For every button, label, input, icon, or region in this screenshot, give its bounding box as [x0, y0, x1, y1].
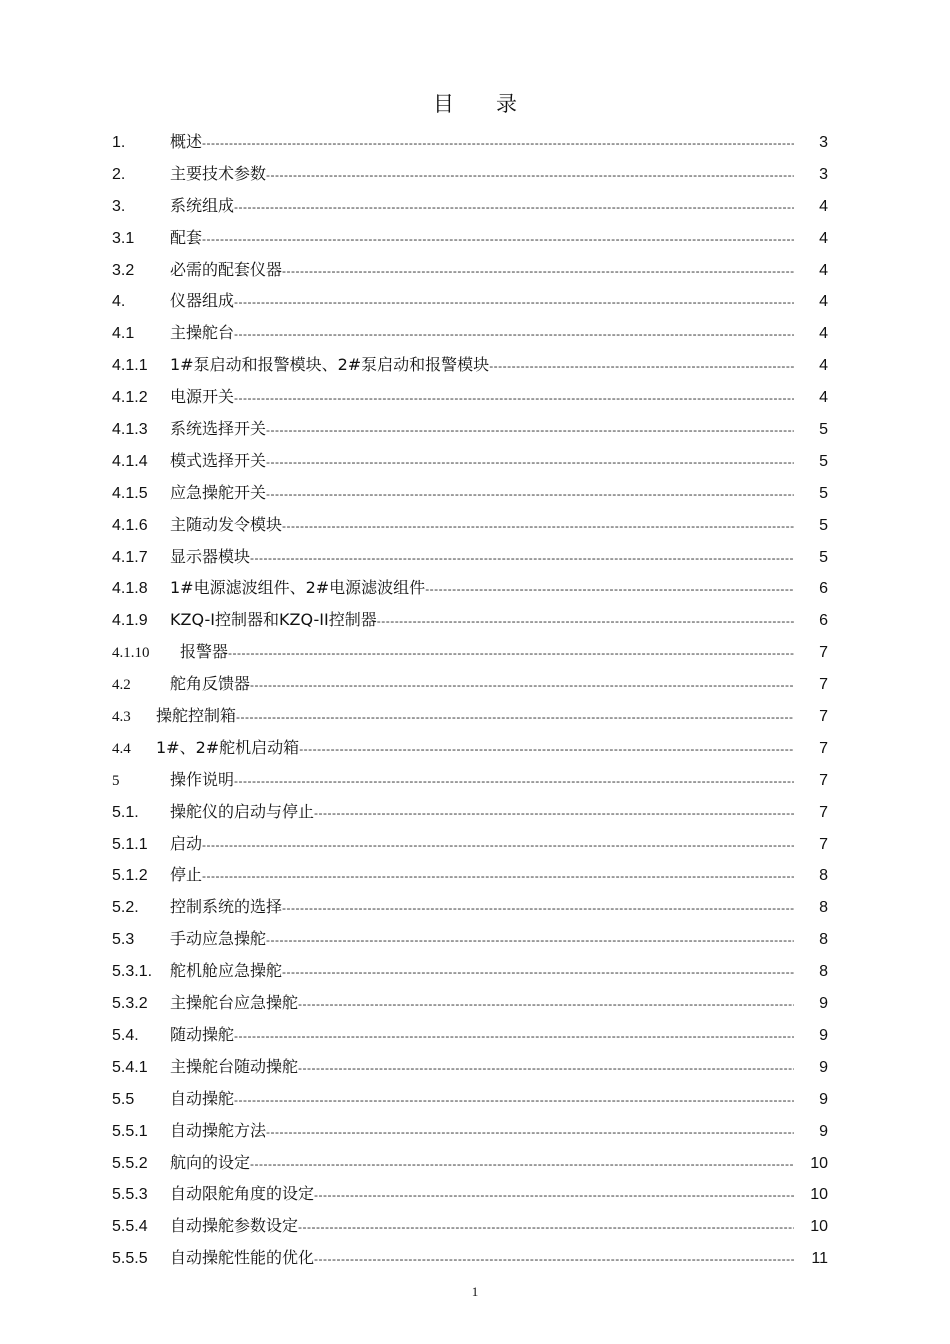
toc-entry-title: 自动操舵 [170, 1088, 235, 1108]
toc-entry[interactable] [112, 317, 828, 349]
dot-leader [489, 351, 794, 383]
toc-entry[interactable] [112, 1178, 828, 1210]
toc-entry-number: 5.5.1 [112, 1122, 148, 1140]
toc-entry-title: 航向的设定 [170, 1152, 251, 1172]
toc-entry-title: 自动操舵方法 [170, 1120, 267, 1140]
toc-entry-page: 10 [810, 1154, 828, 1172]
toc-entry-page: 5 [819, 516, 828, 534]
toc-entry-page: 9 [819, 1122, 828, 1140]
toc-entry-page: 8 [819, 931, 828, 949]
toc-entry-page: 11 [811, 1250, 828, 1268]
toc-entry-number: 2. [112, 165, 126, 183]
toc-entry-title: 启动 [170, 833, 203, 853]
toc-entry-page: 4 [819, 389, 828, 407]
toc-entry-page: 8 [819, 867, 828, 885]
toc-entry-page: 7 [819, 708, 828, 726]
toc-entry-number: 4.1.1 [112, 357, 148, 375]
toc-entry-title: 主操舵台 [170, 323, 235, 343]
toc-entry-title: 概述 [170, 132, 203, 151]
toc-entry[interactable] [112, 604, 828, 636]
table-of-contents [112, 126, 828, 1274]
toc-entry[interactable] [112, 222, 828, 254]
toc-entry-number: 5.5 [112, 1090, 135, 1108]
dot-leader [314, 1180, 794, 1212]
toc-entry-title: 电源开关 [170, 387, 235, 407]
toc-entry-title: 1#泵启动和报警模块、2#泵启动和报警模块 [170, 355, 490, 375]
toc-entry[interactable] [112, 381, 828, 413]
dot-leader [236, 702, 794, 734]
toc-entry-page: 7 [819, 739, 828, 757]
toc-entry-title: 操舵控制箱 [156, 706, 237, 726]
dot-leader [314, 798, 794, 830]
toc-entry[interactable] [112, 1083, 828, 1115]
toc-entry-number: 4.1 [112, 325, 135, 343]
dot-leader [298, 989, 794, 1021]
toc-entry-title: 操舵仪的启动与停止 [170, 801, 315, 821]
toc-entry-page: 8 [819, 899, 828, 917]
toc-entry-number: 5.5.3 [112, 1186, 148, 1204]
toc-entry-number: 4.1.9 [112, 612, 148, 630]
dot-leader [299, 734, 794, 766]
toc-entry[interactable] [112, 987, 828, 1019]
toc-entry-page: 9 [819, 1090, 828, 1108]
toc-entry-number: 4.1.10 [112, 645, 150, 662]
toc-entry[interactable] [112, 1019, 828, 1051]
dot-leader [234, 1021, 794, 1053]
toc-entry-page: 7 [819, 644, 828, 662]
dot-leader [250, 1149, 794, 1181]
toc-entry-number: 4.4 [112, 740, 131, 757]
toc-entry[interactable] [112, 732, 828, 764]
toc-entry-number: 4.1.7 [112, 548, 148, 566]
toc-entry-page: 7 [819, 803, 828, 821]
dot-leader [202, 861, 794, 893]
toc-entry-title: 自动限舵角度的设定 [170, 1184, 315, 1204]
dot-leader [234, 287, 794, 319]
dot-leader [202, 830, 794, 862]
toc-entry-page: 9 [819, 995, 828, 1013]
toc-entry-page: 6 [819, 580, 828, 598]
toc-entry-page: 5 [819, 484, 828, 502]
toc-entry-title: 主操舵台应急操舵 [170, 993, 299, 1013]
toc-entry[interactable] [112, 796, 828, 828]
toc-entry-number: 3.2 [112, 261, 135, 279]
toc-entry[interactable] [112, 859, 828, 891]
toc-entry-title: 配套 [170, 227, 203, 247]
toc-entry[interactable] [112, 254, 828, 286]
toc-entry-number: 5.1. [112, 803, 139, 821]
dot-leader [234, 383, 794, 415]
toc-entry[interactable] [112, 509, 828, 541]
toc-entry-title: 自动操舵参数设定 [170, 1216, 299, 1236]
toc-entry-number: 5.5.4 [112, 1218, 148, 1236]
toc-entry[interactable] [112, 636, 828, 668]
toc-entry-title: 应急操舵开关 [170, 482, 267, 502]
toc-entry[interactable] [112, 445, 828, 477]
toc-entry[interactable] [112, 413, 828, 445]
toc-entry-number: 4.2 [112, 677, 131, 694]
dot-leader [202, 224, 794, 256]
toc-entry-page: 4 [819, 197, 828, 215]
toc-entry-page: 4 [819, 325, 828, 343]
toc-entry-number: 5.4. [112, 1026, 139, 1044]
toc-entry-number: 1. [112, 134, 126, 151]
dot-leader [282, 256, 794, 288]
toc-entry-title: 手动应急操舵 [170, 929, 267, 949]
toc-entry[interactable] [112, 477, 828, 509]
toc-entry-number: 5.1.2 [112, 867, 148, 885]
dot-leader [282, 957, 794, 989]
toc-entry[interactable] [112, 190, 828, 222]
toc-entry-title: KZQ-I控制器和KZQ-II控制器 [170, 610, 377, 630]
toc-entry-page: 4 [819, 357, 828, 375]
toc-entry[interactable] [112, 668, 828, 700]
toc-entry-title: 自动操舵性能的优化 [170, 1248, 315, 1268]
toc-entry-page: 4 [819, 229, 828, 247]
toc-entry-page: 3 [819, 165, 828, 183]
toc-entry[interactable] [112, 541, 828, 573]
toc-entry[interactable] [112, 923, 828, 955]
dot-leader [266, 1117, 794, 1149]
toc-entry-page: 10 [810, 1218, 828, 1236]
toc-entry[interactable] [112, 1210, 828, 1242]
dot-leader [234, 192, 794, 224]
dot-leader [282, 893, 794, 925]
toc-entry-page: 4 [819, 293, 828, 311]
toc-entry-page: 3 [819, 134, 828, 151]
toc-entry-number: 5.5.5 [112, 1250, 148, 1268]
toc-entry-title: 模式选择开关 [170, 450, 267, 470]
toc-entry-page: 6 [819, 612, 828, 630]
toc-entry-page: 7 [819, 676, 828, 694]
toc-entry-number: 4.3 [112, 709, 131, 726]
dot-leader [202, 128, 794, 160]
toc-entry-page: 7 [819, 771, 828, 789]
toc-entry-number: 4. [112, 293, 126, 311]
toc-entry-title: 舵角反馈器 [170, 674, 251, 694]
toc-entry-number: 4.1.5 [112, 484, 148, 502]
toc-entry-page: 9 [819, 1026, 828, 1044]
toc-entry-number: 5.4.1 [112, 1058, 148, 1076]
dot-leader [314, 1244, 794, 1276]
dot-leader [266, 447, 794, 479]
toc-entry-page: 5 [819, 548, 828, 566]
toc-entry-page: 9 [819, 1058, 828, 1076]
toc-entry-title: 仪器组成 [170, 291, 235, 311]
dot-leader [250, 543, 794, 575]
dot-leader [266, 415, 794, 447]
toc-entry[interactable] [112, 126, 828, 158]
toc-entry-number: 3. [112, 197, 126, 215]
toc-entry[interactable] [112, 764, 828, 796]
toc-entry-page: 8 [819, 963, 828, 981]
toc-entry-number: 4.1.4 [112, 452, 148, 470]
toc-entry-title: 主随动发令模块 [170, 514, 283, 534]
toc-entry-title: 显示器模块 [170, 546, 251, 566]
toc-entry-title: 主要技术参数 [170, 163, 267, 183]
toc-entry-number: 5 [112, 772, 120, 789]
toc-entry[interactable] [112, 349, 828, 381]
toc-entry-page: 5 [819, 452, 828, 470]
toc-entry-number: 5.3.2 [112, 995, 148, 1013]
toc-entry-number: 3.1 [112, 229, 135, 247]
toc-entry-title: 舵机舱应急操舵 [170, 961, 283, 981]
toc-entry-title: 控制系统的选择 [170, 897, 283, 917]
toc-entry[interactable] [112, 955, 828, 987]
toc-entry[interactable] [112, 1242, 828, 1274]
page-number: 1 [471, 1284, 479, 1299]
toc-entry-page: 5 [819, 421, 828, 439]
toc-entry-title: 系统选择开关 [170, 419, 267, 439]
toc-entry-title: 操作说明 [170, 769, 235, 789]
toc-entry[interactable] [112, 1147, 828, 1179]
dot-leader [234, 319, 794, 351]
dot-leader [266, 925, 794, 957]
dot-leader [282, 511, 794, 543]
toc-entry-number: 5.1.1 [112, 835, 148, 853]
dot-leader [250, 670, 794, 702]
dot-leader [228, 638, 794, 670]
dot-leader [234, 1085, 794, 1117]
dot-leader [425, 574, 794, 606]
page-title: 目 录 [433, 92, 517, 116]
toc-entry-number: 5.3 [112, 931, 135, 949]
dot-leader [266, 479, 794, 511]
toc-entry-number: 4.1.3 [112, 421, 148, 439]
toc-entry-page: 4 [819, 261, 828, 279]
dot-leader [234, 766, 794, 798]
dot-leader [266, 160, 794, 192]
toc-entry-title: 停止 [170, 865, 203, 885]
toc-entry-title: 1#电源滤波组件、2#电源滤波组件 [170, 578, 426, 598]
toc-entry[interactable] [112, 891, 828, 923]
toc-entry[interactable] [112, 1051, 828, 1083]
dot-leader [377, 606, 794, 638]
toc-entry[interactable] [112, 700, 828, 732]
toc-entry[interactable] [112, 158, 828, 190]
toc-entry-title: 主操舵台随动操舵 [170, 1056, 299, 1076]
dot-leader [298, 1212, 794, 1244]
toc-entry-title: 报警器 [180, 642, 229, 662]
toc-entry-number: 5.3.1. [112, 963, 153, 981]
toc-entry[interactable] [112, 285, 828, 317]
toc-entry-number: 4.1.2 [112, 389, 148, 407]
toc-entry-number: 5.5.2 [112, 1154, 148, 1172]
toc-entry[interactable] [112, 572, 828, 604]
toc-entry-title: 必需的配套仪器 [170, 259, 283, 279]
dot-leader [298, 1053, 794, 1085]
toc-entry-number: 5.2. [112, 899, 139, 917]
toc-entry[interactable] [112, 828, 828, 860]
toc-entry[interactable] [112, 1115, 828, 1147]
toc-entry-title: 1#、2#舵机启动箱 [156, 737, 300, 757]
toc-entry-number: 4.1.8 [112, 580, 148, 598]
toc-entry-page: 10 [810, 1186, 828, 1204]
toc-entry-title: 随动操舵 [170, 1024, 235, 1044]
toc-entry-title: 系统组成 [170, 195, 235, 215]
toc-entry-number: 4.1.6 [112, 516, 148, 534]
toc-entry-page: 7 [819, 835, 828, 853]
